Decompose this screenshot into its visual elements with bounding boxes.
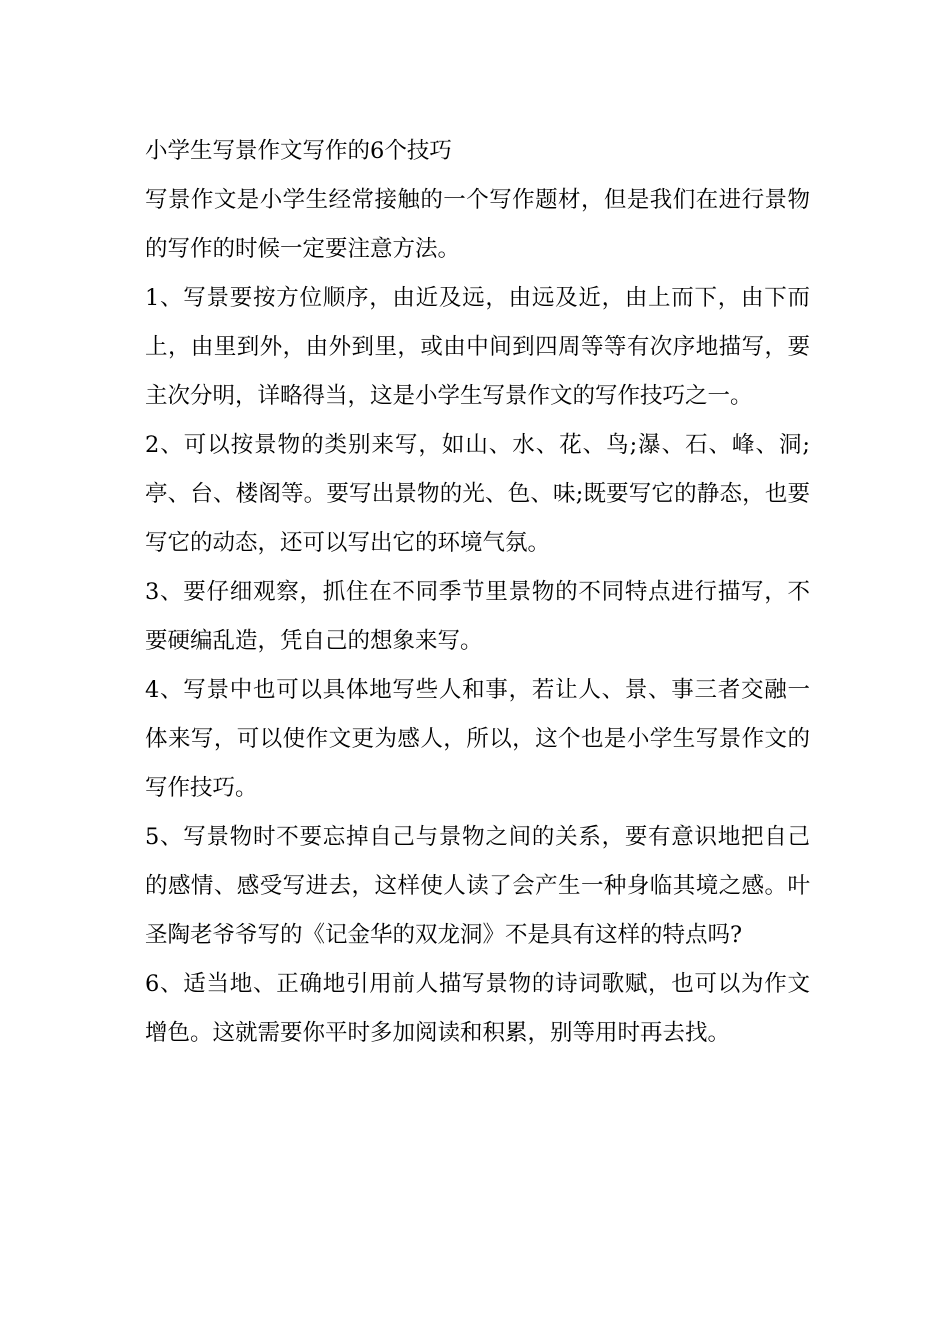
document-title: 小学生写景作文写作的6个技巧 [145,138,452,164]
tip-paragraph-2: 2、可以按景物的类别来写，如山、水、花、鸟;瀑、石、峰、洞;亭、台、楼阁等。要写出景物的光、色、味;既要写它的静态，也要写它的动态，还可以写出它的环境气氛。 [145,432,810,556]
intro-paragraph: 写景作文是小学生经常接触的一个写作题材，但是我们在进行景物的写作的时候一定要注意方法。 [145,187,810,262]
document-body [145,127,810,1058]
tip-paragraph-6: 6、适当地、正确地引用前人描写景物的诗词歌赋，也可以为作文增色。这就需要你平时多加阅读和积累，别等用时再去找。 [145,971,810,1046]
tip-paragraph-3: 3、要仔细观察，抓住在不同季节里景物的不同特点进行描写，不要硬编乱造，凭自己的想象来写。 [145,579,810,654]
tip-paragraph-1: 1、写景要按方位顺序，由近及远，由远及近，由上而下，由下而上，由里到外，由外到里，或由中间到四周等等有次序地描写，要主次分明，详略得当，这是小学生写景作文的写作技巧之一。 [145,285,810,409]
tip-paragraph-4: 4、写景中也可以具体地写些人和事，若让人、景、事三者交融一体来写，可以使作文更为感人，所以，这个也是小学生写景作文的写作技巧。 [145,677,810,801]
tip-paragraph-5: 5、写景物时不要忘掉自己与景物之间的关系，要有意识地把自己的感情、感受写进去，这样使人读了会产生一种身临其境之感。叶圣陶老爷爷写的《记金华的双龙洞》不是具有这样的特点吗? [145,824,810,948]
